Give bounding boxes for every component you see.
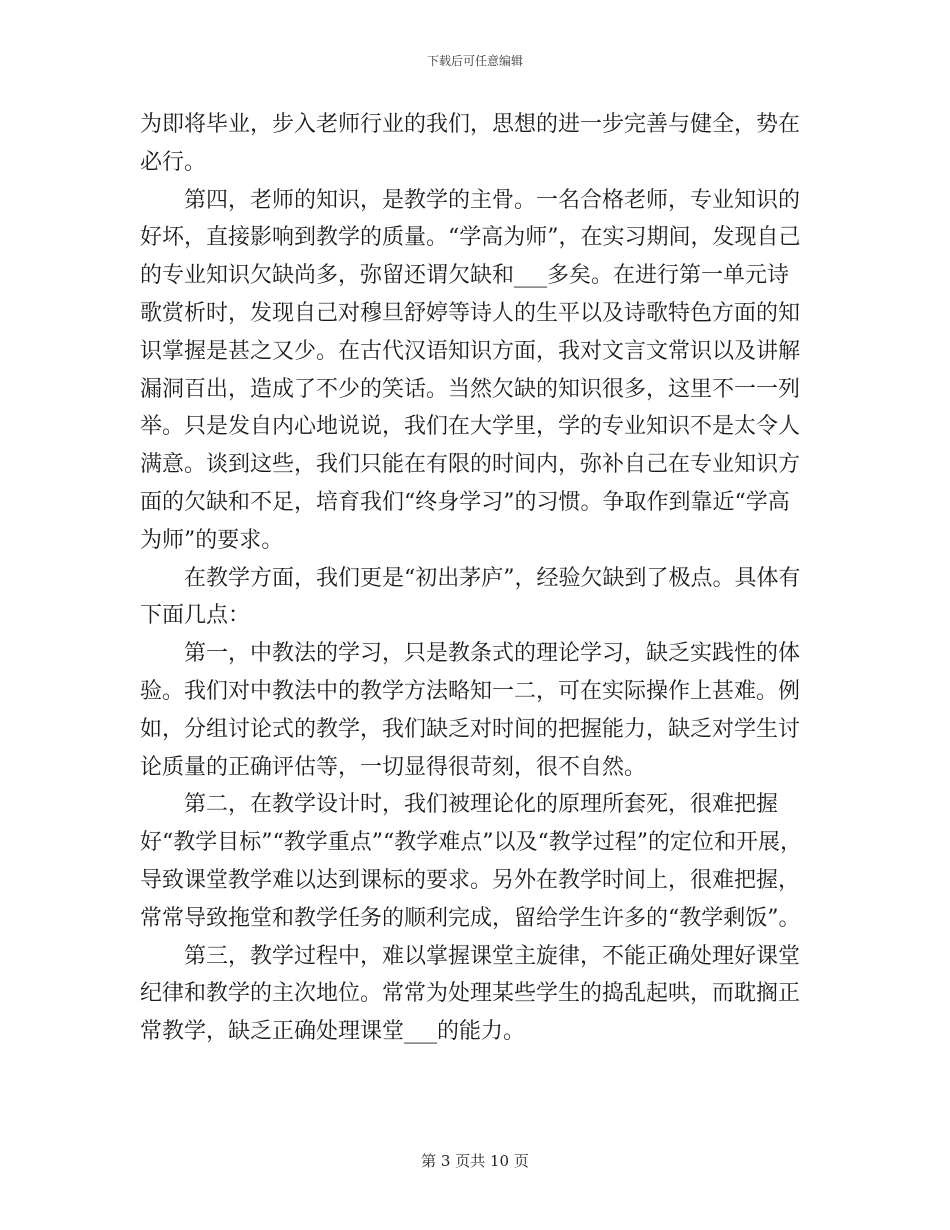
paragraph-point-two: 第二，在教学设计时，我们被理论化的原理所套死，很难把握好“教学目标”“教学重点”“教学难点”以及“教学过程”的定位和开展，导致课堂教学难以达到课标的要求。另外在教学时间上，很难把握，常常导致拖堂和教学任务的顺利完成，留给学生许多的“教学剩饭”。 bbox=[140, 792, 802, 931]
paragraph-point-one: 第一，中教法的学习，只是教条式的理论学习，缺乏实践性的体验。我们对中教法中的教学方法略知一二，可在实际操作上甚难。例如，分组讨论式的教学，我们缺乏对时间的把握能力，缺乏对学生讨论质量的正确评估等，一切显得很苛刻，很不自然。 bbox=[140, 641, 801, 780]
paragraph-teaching-intro: 在教学方面，我们更是“初出茅庐”，经验欠缺到了极点。具体有下面几点： bbox=[140, 565, 801, 629]
paragraph-point-three: 第三，教学过程中，难以掌握课堂主旋律，不能正确处理好课堂纪律和教学的主次地位。常常为处理某些学生的捣乱起哄，而耽搁正常教学，缺乏正确处理课堂___的能力。 bbox=[140, 943, 801, 1045]
page-header: 下载后可任意编辑 bbox=[426, 54, 523, 68]
page-footer: 第 3 页共 10 页 bbox=[421, 1152, 529, 1170]
paragraph-continuation: 为即将毕业，步入老师行业的我们，思想的进一步完善与健全，势在必行。 bbox=[140, 112, 801, 175]
paragraph-fourth-knowledge: 第四，老师的知识，是教学的主骨。一名合格老师，专业知识的好坏，直接影响到教学的质量。“学高为师”，在实习期间，发现自己的专业知识欠缺尚多，弥留还谓欠缺和___多矣。在进行第一单元诗歌赏析时，发现自己对穆旦舒婷等诗人的生平以及诗歌特色方面的知识掌握是甚之又少。在古代汉语知识方面，我对文言文常识以及讲解漏洞百出，造成了不少的笑话。当然欠缺的知识很多，这里不一一列举。只是发自内心地说说，我们在大学里，学的专业知识不是太令人满意。谈到这些，我们只能在有限的时间内，弥补自己在专业知识方面的欠缺和不足，培育我们“终身学习”的习惯。争取作到靠近“学高为师”的要求。 bbox=[140, 187, 801, 553]
document-body bbox=[140, 106, 810, 1051]
